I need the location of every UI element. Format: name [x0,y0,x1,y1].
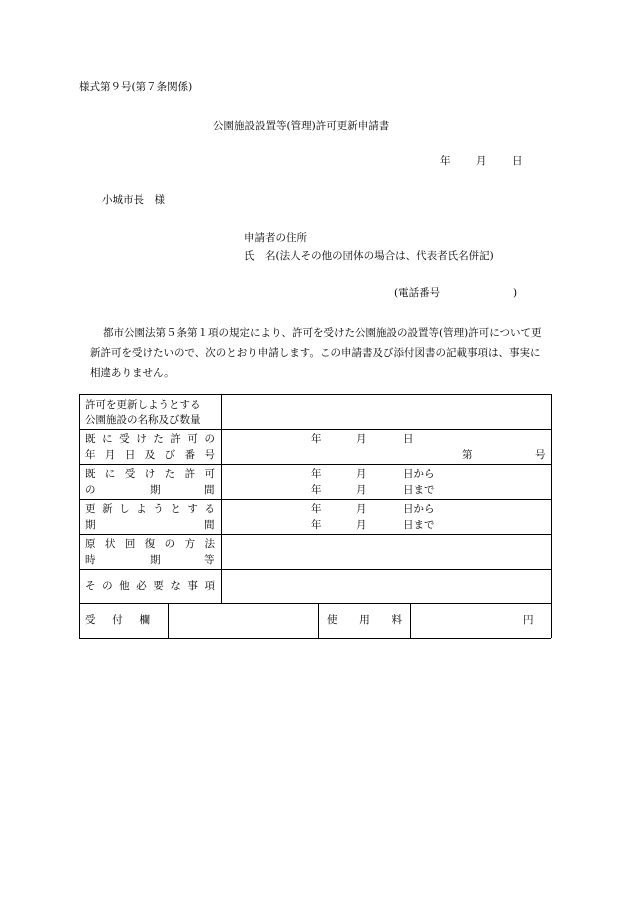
row4-month-until: 月 [356,519,367,531]
row2-number-prefix: 第 [462,449,473,461]
row2-month: 月 [356,433,367,445]
phone-close: ) [513,287,518,299]
row2-label-line2: 年月日及び番号 [85,449,215,461]
form-number: 様式第９号(第７条関係) [79,81,193,93]
row4-month-from: 月 [356,503,367,515]
row5-label-ji: 時 [85,554,96,566]
phone-label: (電話番号 [394,287,441,299]
row4-day-from: 日から [403,503,435,515]
document-title: 公園施設設置等(管理)許可更新申請書 [213,120,390,132]
row4-year-from: 年 [311,503,322,515]
row3-year-until: 年 [311,484,322,496]
declaration-paragraph: 都市公園法第５条第１項の規定により、許可を受けた公園施設の設置等(管理)許可について更新許可を受けたいので、次のとおり申請します。この申請書及び添付図書の記載事項は、事実に相違ありません。 [90,327,542,379]
row5-label-tou: 等 [204,554,215,566]
applicant-name-label: 氏 名(法人その他の団体の場合は、代表者氏名併記) [244,250,494,262]
applicant-address-label: 申請者の住所 [244,232,307,244]
addressee: 小城市長 様 [102,194,165,206]
date-month-label: 月 [476,155,487,167]
row2-day: 日 [403,433,414,445]
receipt-label: 受付欄 [85,614,150,626]
row5-label-ki: 期 [150,554,161,566]
date-day-label: 日 [512,155,523,167]
row3-label-line1: 既に受けた許可 [85,468,215,480]
row3-day-until: 日まで [403,484,435,496]
yen-unit: 円 [523,614,534,626]
row3-month-from: 月 [356,468,367,480]
row2-number-suffix: 号 [535,449,546,461]
row5-label-line1: 原状回復の方法 [85,538,215,550]
usage-fee-label: 使用料 [327,614,402,626]
row4-label-kan: 間 [204,519,215,531]
row3-label-no: の [85,484,96,496]
row4-year-until: 年 [311,519,322,531]
row3-label-kan: 間 [204,484,215,496]
row3-label-ki: 期 [150,484,161,496]
row4-label-ki: 期 [85,519,96,531]
row2-label-line1: 既に受けた許可の [85,433,215,445]
row3-month-until: 月 [356,484,367,496]
row6-label: その他必要な事項 [85,580,215,592]
row1-label-line1: 許可を更新しようとする [85,399,201,411]
row1-label-line2: 公園施設の名称及び数量 [85,414,201,426]
row3-year-from: 年 [311,468,322,480]
date-year-label: 年 [440,155,451,167]
row3-day-from: 日から [403,468,435,480]
row4-day-until: 日まで [403,519,435,531]
row2-year: 年 [311,433,322,445]
row4-label-line1: 更新しようとする [85,503,215,515]
